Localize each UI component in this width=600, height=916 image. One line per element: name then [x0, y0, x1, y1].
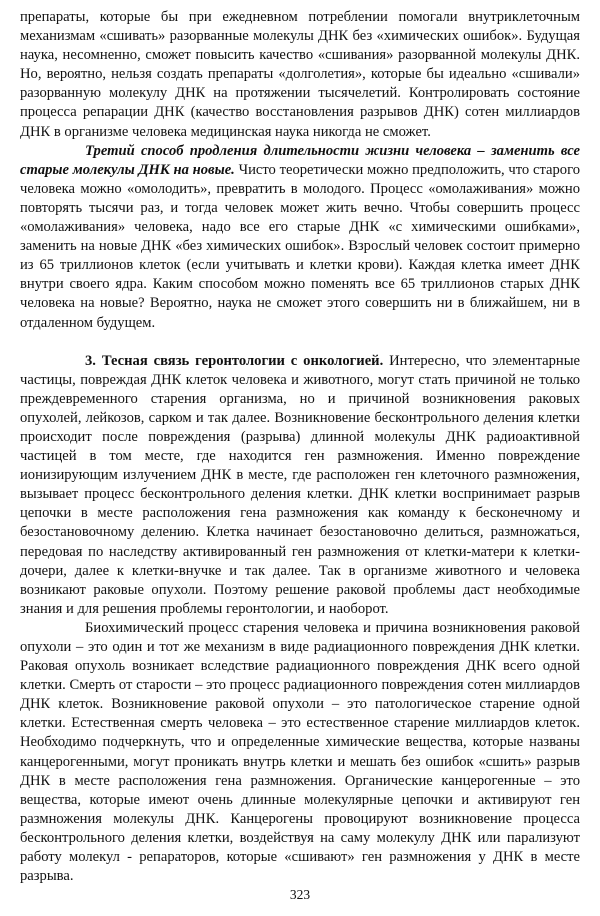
paragraph-3 [20, 352, 580, 619]
page-number: 323 [289, 887, 311, 902]
paragraph-2-heading: Третий способ продления длительности жизни человека – заменить все старые молекулы ДНК на новые. [20, 142, 580, 178]
paragraph-2 [20, 142, 580, 333]
document-page [20, 8, 580, 886]
paragraph-3-text: Интересно, что элементарные частицы, повреждая ДНК клеток человека и животного, могут стать причиной не только преждевременного старения организма, но и причиной возникновения раковых опухолей, лейкозов, сарком и так далее. Возникновение бесконтрольного деления клетки происходит после повреждения (разрыва) длинной молекулы ДНК радиоактивной частицей в том месте, где находится ген размножения. Именно повреждение ионизирующим излучением ДНК в месте, где расположен ген клеточного размножения, вызывает процесс бесконтрольного деления клетки. ДНК клетки воспринимает разрыв цепочки в месте расположения гена размножения как команду к бесконечному и безостановочному делению. Клетка начинает безостановочно делиться, размножаться, передовая по наследству активированный ген размножения от клетки-матери к клетки-дочери, далее к клетки-внучке и так далее. Так в организме животного и человека возникают раковые опухоли. Поэтому решение раковой проблемы даст необходимые знания и для решения проблемы геронтологии, и наоборот. [20, 352, 581, 617]
paragraph-4: Биохимический процесс старения человека и причина возникновения раковой опухоли – это один и тот же механизм в виде радиационного повреждения ДНК клетки. Раковая опухоль возникает вследствие радиационного повреждения ДНК всего одной клетки. Смерть от старости – это процесс радиационного повреждения сотен миллиардов ДНК клеток. Возникновение раковой опухоли – это патологическое старение одной клетки. Естественная смерть человека – это естественное старение миллиардов клеток. Необходимо подчеркнуть, что и определенные химические вещества, которые названы канцерогенными, могут проникать внутрь клетки и мешать без ошибок «сшить» разрыв ДНК в месте расположения гена размножения. Органические канцерогенные – это вещества, которые имеют очень длинные молекулярные цепочки и активируют ген размножения молекулы ДНК. Канцерогены провоцируют возникновение процесса бесконтрольного деления клетки, воздействуя на саму молекулу ДНК или парализуют работу молекул - репараторов, которые «сшивают» ген размножения у ДНК в месте разрыва. [20, 619, 580, 885]
paragraph-1: препараты, которые бы при ежедневном потреблении помогали внутриклеточным механизмам «сшивать» разорванные молекулы ДНК без «химических ошибок». Будущая наука, несомненно, сможет повысить качество «сшивания» разорванной молекулы ДНК. Но, вероятно, нельзя создать препараты «долголетия», которые бы идеально «сшивали» разорванную молекулу ДНК на протяжении тысячелетий. Контролировать состояние процесса репарации ДНК (качество восстановления разрывов ДНК) сотен миллиардов ДНК в организме человека медицинская наука никогда не сможет. [20, 9, 580, 140]
paragraph-2-text: Чисто теоретически можно предположить, что старого человека можно «омолодить», превратить в молодого. Процесс «омолаживания» можно повторять тысячи раз, и тогда человек может жить вечно. Чтобы совершить процесс «омолаживания» человека, надо все его старые ДНК «с химическими ошибками», заменить на новые ДНК «без химических ошибок». Взрослый человек состоит примерно из 65 триллионов клеток (если учитывать и клетки крови). Каждая клетка имеет ДНК внутри своего ядра. Каким способом можно поменять все 65 триллионов старых ДНК человека на новые? Вероятно, наука не сможет этого совершить ни в ближайшем, ни в отдаленном будущем. [20, 161, 580, 331]
section-3-heading: 3. Тесная связь геронтологии с онкологией. [85, 352, 384, 369]
